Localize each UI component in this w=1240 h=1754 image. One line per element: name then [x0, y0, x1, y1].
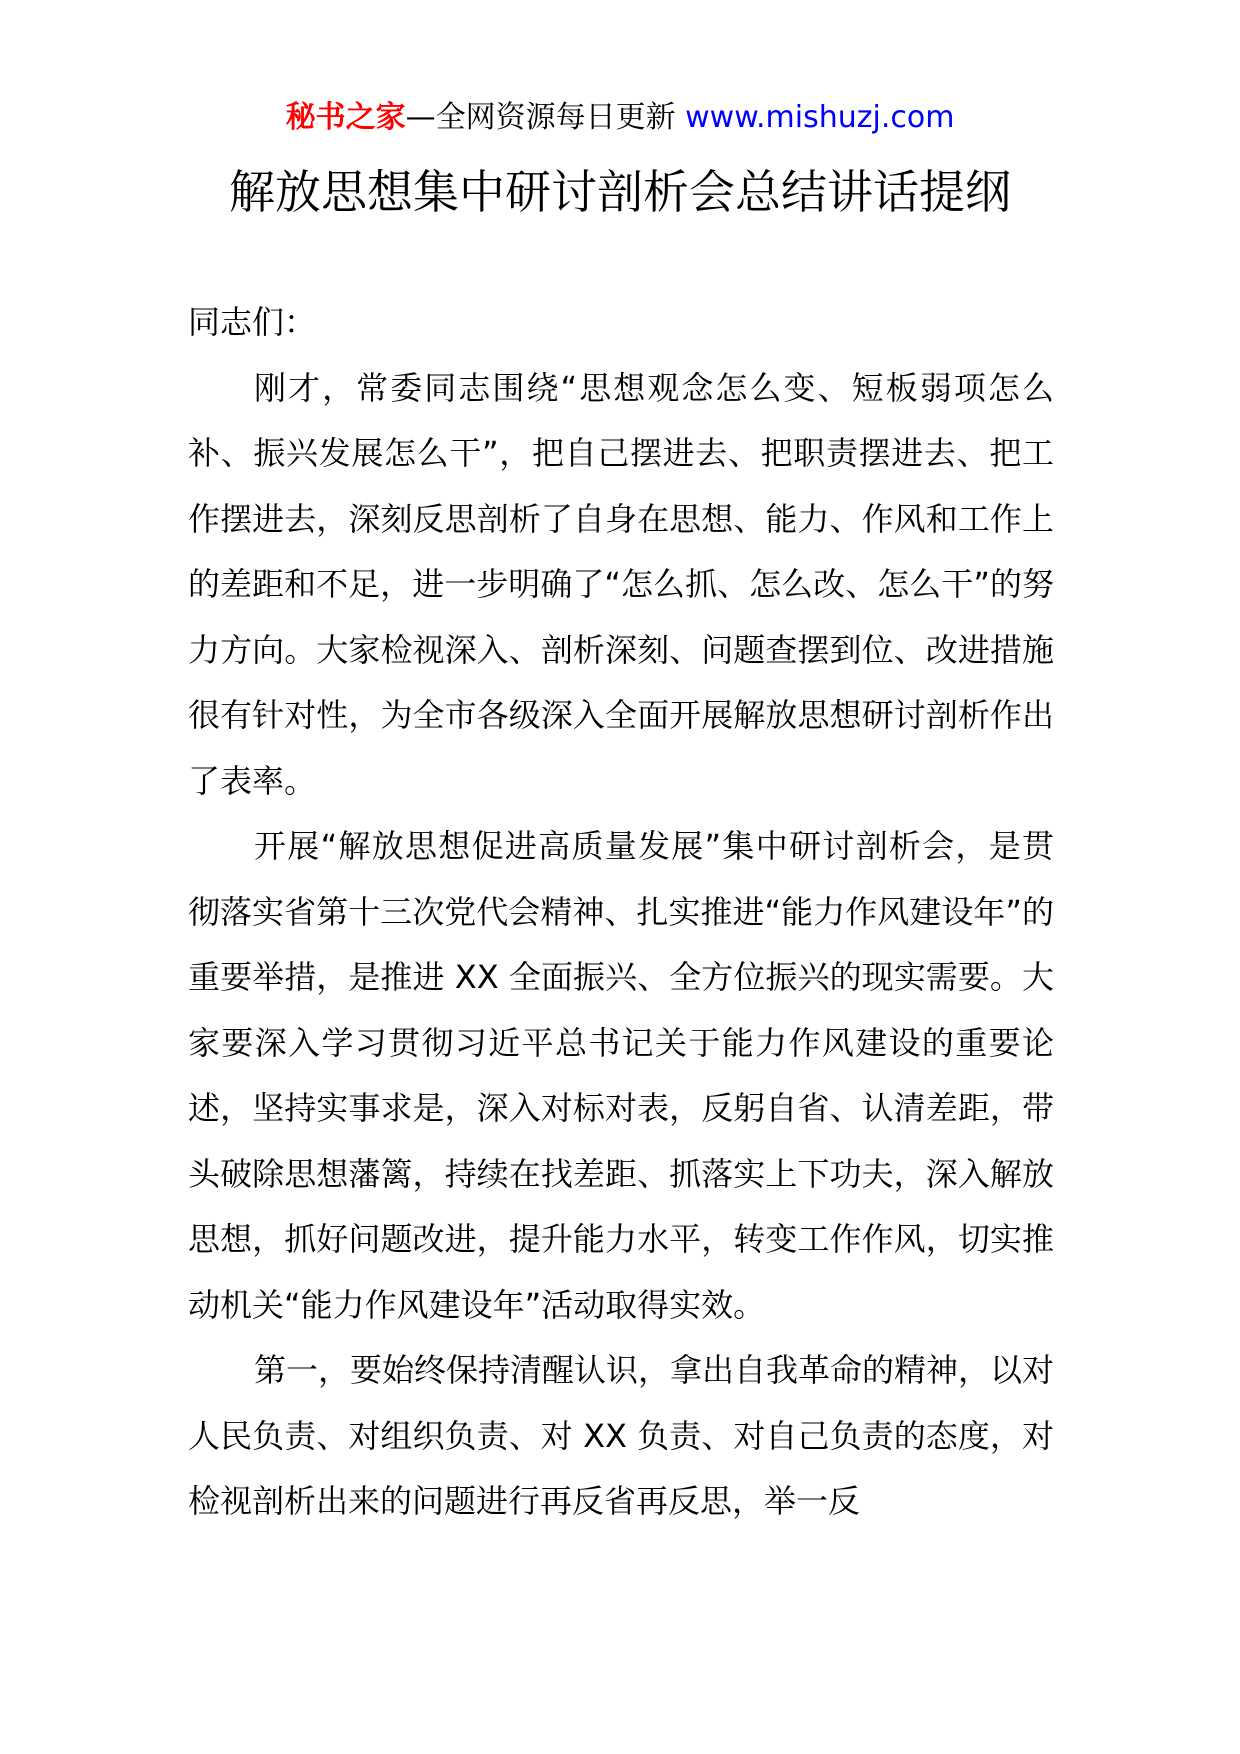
paragraph-3: 第一，要始终保持清醒认识，拿出自我革命的精神，以对人民负责、对组织负责、对 XX 负责、对自己负责的态度，对检视剖析出来的问题进行再反省再反思，举一反 — [188, 1351, 1055, 1520]
document-body — [188, 290, 1054, 1535]
salutation: 同志们： — [188, 303, 317, 341]
site-banner — [0, 98, 1240, 138]
banner-slogan: —全网资源每日更新 — [405, 100, 686, 135]
document-title: 解放思想集中研讨剖析会总结讲话提纲 — [229, 165, 1011, 219]
paragraph-1: 刚才，常委同志围绕“思想观念怎么变、短板弱项怎么补、振兴发展怎么干”，把自己摆进去、把职责摆进去、把工作摆进去，深刻反思剖析了自身在思想、能力、作风和工作上的差距和不足，进一步明确了“怎么抓、怎么改、怎么干”的努力方向。大家检视深入、剖析深刻、问题查摆到位、改进措施很有针对性，为全市各级深入全面开展解放思想研讨剖析作出了表率。 — [188, 368, 1054, 800]
banner-url[interactable]: www.mishuzj.com — [685, 100, 955, 135]
paragraph-2: 开展“解放思想促进高质量发展”集中研讨剖析会，是贯彻落实省第十三次党代会精神、扎实推进“能力作风建设年”的重要举措，是推进 XX 全面振兴、全方位振兴的现实需要。大家要深入学习贯彻习近平总书记关于能力作风建设的重要论述，坚持实事求是，深入对标对表，反躬自省、认清差距，带头破除思想藩篱，持续在找差距、抓落实上下功夫，深入解放思想，抓好问题改进，提升能力水平，转变工作作风，切实推动机关“能力作风建设年”活动取得实效。 — [188, 827, 1054, 1324]
brand-name: 秘书之家 — [285, 100, 406, 135]
